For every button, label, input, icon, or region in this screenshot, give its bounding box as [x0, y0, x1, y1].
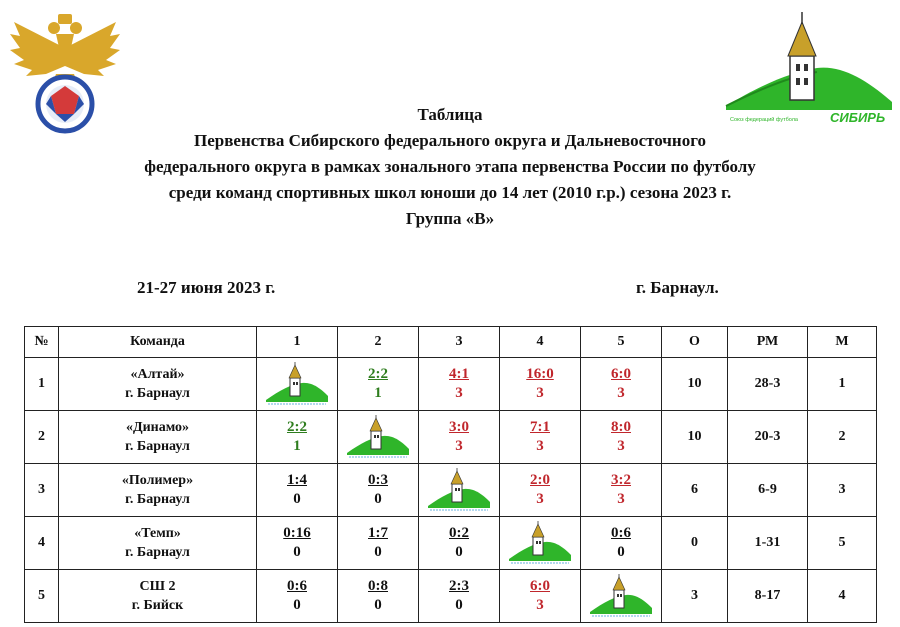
cell-team: [59, 358, 257, 411]
cell-goals: 28-3: [728, 358, 808, 411]
match-score: 2:3: [449, 578, 469, 594]
match-score: 0:3: [368, 472, 388, 488]
match-score: 4:1: [449, 366, 469, 382]
cell-match-result: [419, 570, 500, 623]
team-city: г. Барнаул: [125, 545, 190, 560]
col-header-game: 3: [419, 327, 500, 358]
team-name: «Полимер»: [121, 473, 194, 488]
team-city: г. Барнаул: [125, 492, 190, 507]
team-city: г. Барнаул: [125, 386, 190, 401]
cell-match-result: [419, 411, 500, 464]
cell-num: 1: [25, 358, 59, 411]
match-points: 3: [536, 491, 544, 507]
match-score: 6:0: [611, 366, 631, 382]
col-header-game: 2: [338, 327, 419, 358]
cell-points: 10: [662, 411, 728, 464]
team-city: г. Бийск: [131, 598, 184, 613]
match-score: 16:0: [526, 366, 554, 382]
table-row: [25, 464, 877, 517]
match-score: 0:8: [368, 578, 388, 594]
cell-match-result: [338, 517, 419, 570]
match-points: 3: [536, 438, 544, 454]
match-points: 0: [293, 491, 301, 507]
match-points: 0: [293, 544, 301, 560]
cell-goals: 6-9: [728, 464, 808, 517]
cell-place: 4: [808, 570, 877, 623]
cell-place: 5: [808, 517, 877, 570]
cell-match-result: [257, 411, 338, 464]
cell-match-result: [338, 570, 419, 623]
cell-points: 0: [662, 517, 728, 570]
sibir-tower-icon: [588, 574, 654, 618]
cell-self-match: [338, 411, 419, 464]
match-score: 0:16: [283, 525, 311, 541]
col-header-game: 1: [257, 327, 338, 358]
cell-match-result: [581, 517, 662, 570]
cell-team: [59, 517, 257, 570]
col-header-place: М: [808, 327, 877, 358]
table-row: [25, 570, 877, 623]
cell-match-result: [500, 464, 581, 517]
cell-num: 3: [25, 464, 59, 517]
team-city: г. Барнаул: [125, 439, 190, 454]
match-score: 0:6: [287, 578, 307, 594]
cell-match-result: [419, 358, 500, 411]
cell-match-result: [257, 517, 338, 570]
tournament-dates: 21-27 июня 2023 г.: [137, 278, 276, 297]
sibir-logo-subtext: Союз федераций футбола: [730, 117, 798, 123]
cell-match-result: [419, 517, 500, 570]
table-header-row: [25, 327, 877, 358]
match-points: 1: [374, 385, 382, 401]
title-line: Группа «В»: [405, 209, 495, 228]
cell-match-result: [500, 358, 581, 411]
page-title: [0, 102, 900, 232]
cell-place: 3: [808, 464, 877, 517]
col-header-game: 5: [581, 327, 662, 358]
sibir-tower-icon: [264, 362, 330, 406]
col-header-num: №: [25, 327, 59, 358]
match-points: 0: [455, 544, 463, 560]
cell-points: 3: [662, 570, 728, 623]
col-header-game: 4: [500, 327, 581, 358]
cell-num: 4: [25, 517, 59, 570]
cell-goals: 20-3: [728, 411, 808, 464]
cell-team: [59, 411, 257, 464]
table-row: [25, 411, 877, 464]
match-points: 3: [536, 385, 544, 401]
cell-points: 10: [662, 358, 728, 411]
match-score: 8:0: [611, 419, 631, 435]
match-score: 1:4: [287, 472, 307, 488]
team-name: СШ 2: [139, 579, 176, 594]
match-score: 3:0: [449, 419, 469, 435]
cell-team: [59, 464, 257, 517]
cell-place: 2: [808, 411, 877, 464]
match-score: 1:7: [368, 525, 388, 541]
title-line: федерального округа в рамках зонального этапа первенства России по футболу: [144, 157, 756, 176]
col-header-team: Команда: [59, 327, 257, 358]
sibir-tower-icon: [426, 468, 492, 512]
sibir-tower-icon: [345, 415, 411, 459]
cell-num: 2: [25, 411, 59, 464]
team-name: «Динамо»: [125, 420, 190, 435]
cell-self-match: [257, 358, 338, 411]
cell-match-result: [338, 358, 419, 411]
match-score: 0:2: [449, 525, 469, 541]
cell-match-result: [257, 464, 338, 517]
match-score: 0:6: [611, 525, 631, 541]
tournament-city: г. Барнаул.: [636, 278, 719, 297]
cell-place: 1: [808, 358, 877, 411]
cell-match-result: [500, 411, 581, 464]
standings-table: [24, 326, 877, 623]
title-line: Таблица: [417, 105, 483, 124]
match-points: 3: [455, 385, 463, 401]
cell-goals: 1-31: [728, 517, 808, 570]
match-points: 1: [293, 438, 301, 454]
title-line: Первенства Сибирского федерального округа и Дальневосточного: [194, 131, 706, 150]
col-header-goals: РМ: [728, 327, 808, 358]
sibir-tower-icon: [507, 521, 573, 565]
table-row: [25, 358, 877, 411]
cell-match-result: [581, 411, 662, 464]
match-points: 3: [455, 438, 463, 454]
match-points: 0: [293, 597, 301, 613]
match-points: 0: [374, 597, 382, 613]
match-points: 3: [617, 491, 625, 507]
cell-goals: 8-17: [728, 570, 808, 623]
team-name: «Алтай»: [130, 367, 185, 382]
match-score: 3:2: [611, 472, 631, 488]
match-points: 0: [617, 544, 625, 560]
table-row: [25, 517, 877, 570]
cell-match-result: [257, 570, 338, 623]
cell-team: [59, 570, 257, 623]
match-score: 2:0: [530, 472, 550, 488]
cell-match-result: [581, 464, 662, 517]
team-name: «Темп»: [134, 526, 181, 541]
match-score: 6:0: [530, 578, 550, 594]
match-points: 0: [455, 597, 463, 613]
cell-match-result: [500, 570, 581, 623]
cell-points: 6: [662, 464, 728, 517]
cell-match-result: [581, 358, 662, 411]
match-points: 3: [617, 385, 625, 401]
cell-self-match: [581, 570, 662, 623]
cell-num: 5: [25, 570, 59, 623]
match-points: 3: [536, 597, 544, 613]
title-line: среди команд спортивных школ юноши до 14 лет (2010 г.р.) сезона 2023 г.: [168, 183, 732, 202]
cell-match-result: [338, 464, 419, 517]
match-points: 0: [374, 491, 382, 507]
cell-self-match: [500, 517, 581, 570]
match-score: 2:2: [287, 419, 307, 435]
cell-self-match: [419, 464, 500, 517]
sibir-logo-text: СИБИРЬ: [830, 110, 886, 125]
match-score: 7:1: [530, 419, 550, 435]
standings-body: [25, 358, 877, 623]
match-points: 3: [617, 438, 625, 454]
col-header-points: О: [662, 327, 728, 358]
match-score: 2:2: [368, 366, 388, 382]
match-points: 0: [374, 544, 382, 560]
